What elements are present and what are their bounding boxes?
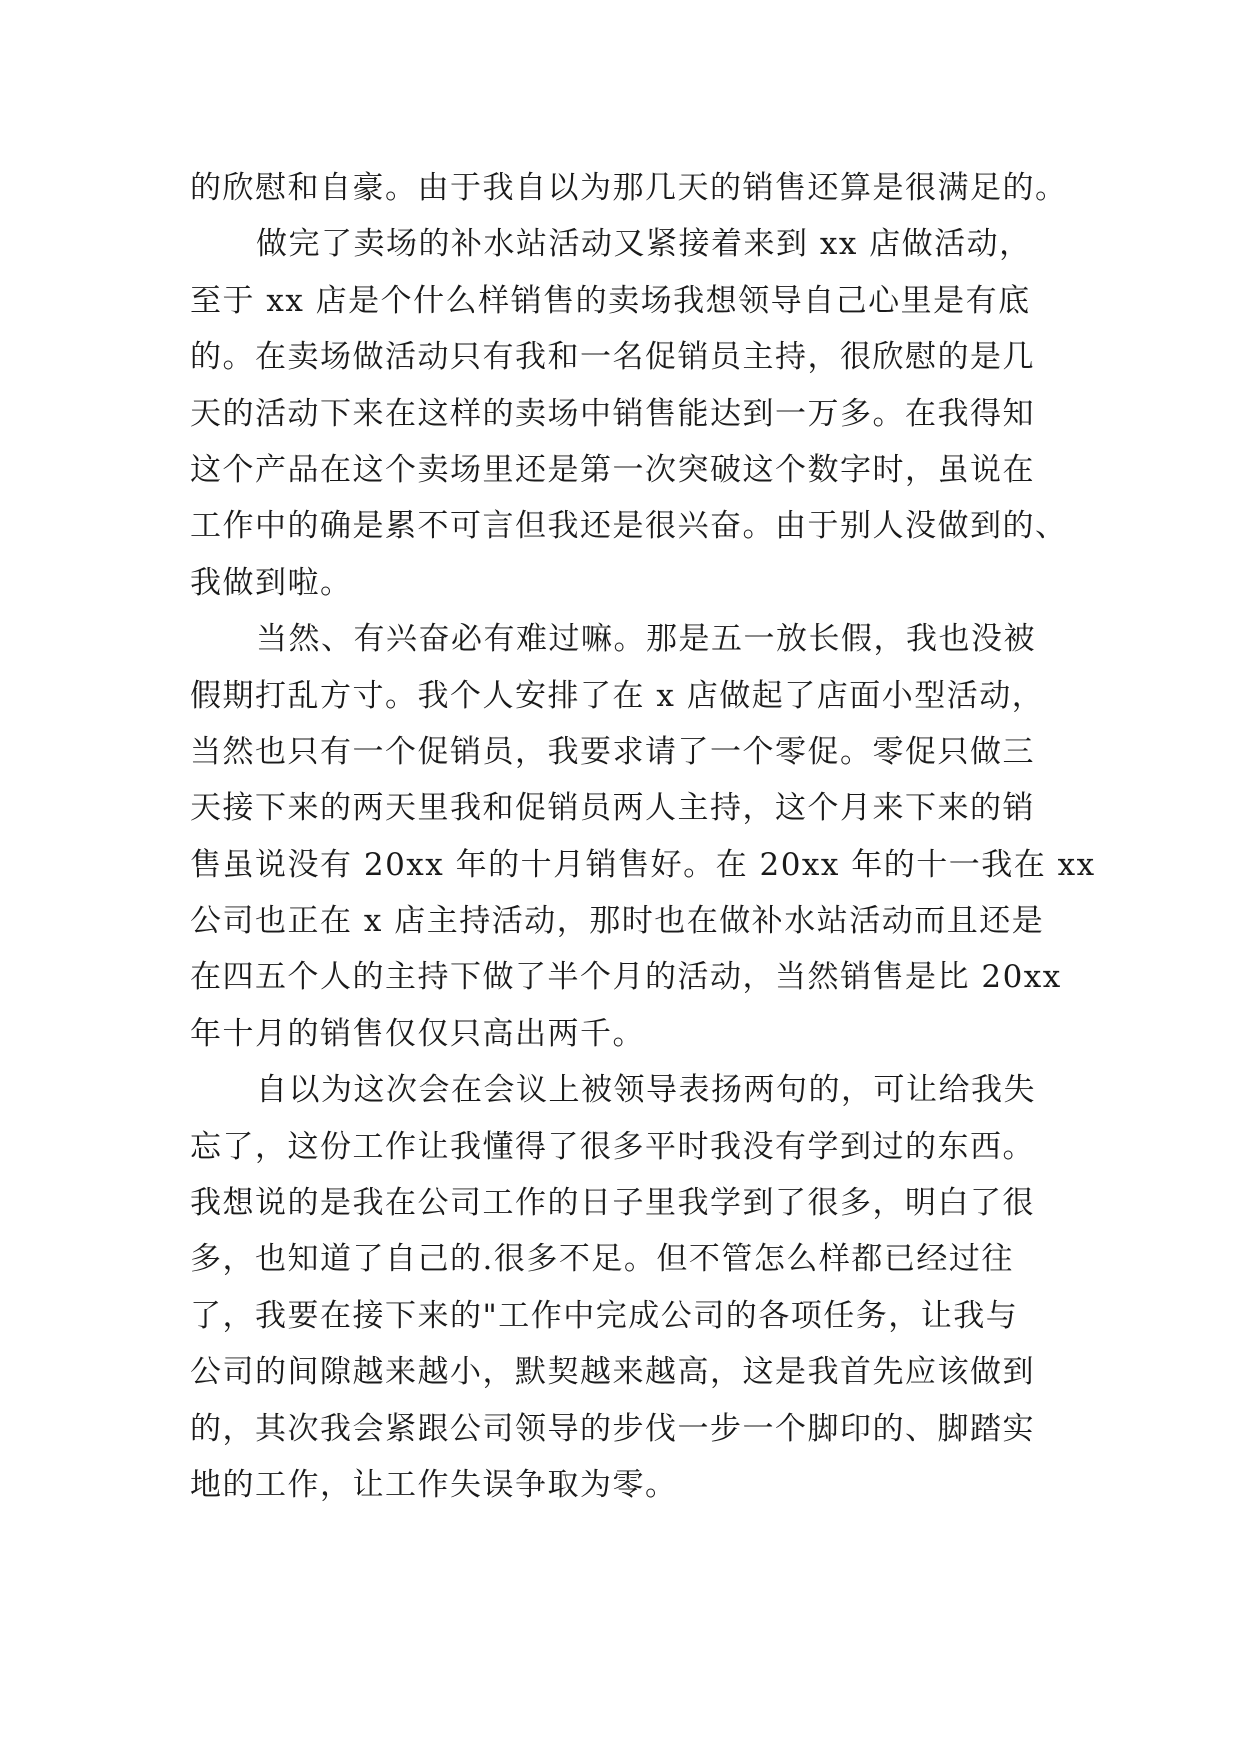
paragraph-first-line: 自以为这次会在会议上被领导表扬两句的，可让给我失 [256, 1072, 1036, 1109]
text-line: 的欣慰和自豪。由于我自以为那几天的销售还算是很满足的。 [190, 170, 1068, 206]
text-line: 在四五个人的主持下做了半个月的活动，当然销售是比 20xx [190, 959, 1062, 996]
text-line: 这个产品在这个卖场里还是第一次突破这个数字时，虽说在 [190, 451, 1035, 488]
document-body [190, 160, 1096, 1513]
text-line: 公司也正在 x 店主持活动，那时也在做补水站活动而且还是 [190, 903, 1045, 940]
text-line: 工作中的确是累不可言但我还是很兴奋。由于别人没做到的、 [190, 508, 1068, 545]
text-line: 我做到啦。 [190, 564, 353, 601]
text-line: 地的工作，让工作失误争取为零。 [190, 1466, 678, 1503]
text-line: 的。在卖场做活动只有我和一名促销员主持，很欣慰的是几 [190, 339, 1035, 376]
text-line: 当然也只有一个促销员，我要求请了一个零促。零促只做三 [190, 733, 1035, 770]
paragraph-first-line: 当然、有兴奋必有难过嘛。那是五一放长假，我也没被 [256, 621, 1036, 658]
text-line: 天的活动下来在这样的卖场中销售能达到一万多。在我得知 [190, 395, 1035, 432]
text-line: 多，也知道了自己的.很多不足。但不管怎么样都已经过往 [190, 1241, 1014, 1278]
text-line: 我想说的是我在公司工作的日子里我学到了很多，明白了很 [190, 1185, 1035, 1222]
text-line: 年十月的销售仅仅只高出两千。 [190, 1015, 645, 1052]
paragraph-first-line: 做完了卖场的补水站活动又紧接着来到 xx 店做活动， [256, 226, 1032, 263]
text-line: 天接下来的两天里我和促销员两人主持，这个月来下来的销 [190, 790, 1035, 827]
text-line: 售虽说没有 20xx 年的十月销售好。在 20xx 年的十一我在 xx [190, 846, 1096, 883]
text-line: 了，我要在接下来的"工作中完成公司的各项任务，让我与 [190, 1297, 1019, 1334]
text-line: 的，其次我会紧跟公司领导的步伐一步一个脚印的、脚踏实 [190, 1410, 1035, 1447]
text-line: 假期打乱方寸。我个人安排了在 x 店做起了店面小型活动， [190, 677, 1045, 714]
text-line: 公司的间隙越来越小，默契越来越高，这是我首先应该做到 [190, 1354, 1035, 1391]
text-line: 忘了，这份工作让我懂得了很多平时我没有学到过的东西。 [190, 1128, 1035, 1165]
text-line: 至于 xx 店是个什么样销售的卖场我想领导自己心里是有底 [190, 282, 1031, 319]
